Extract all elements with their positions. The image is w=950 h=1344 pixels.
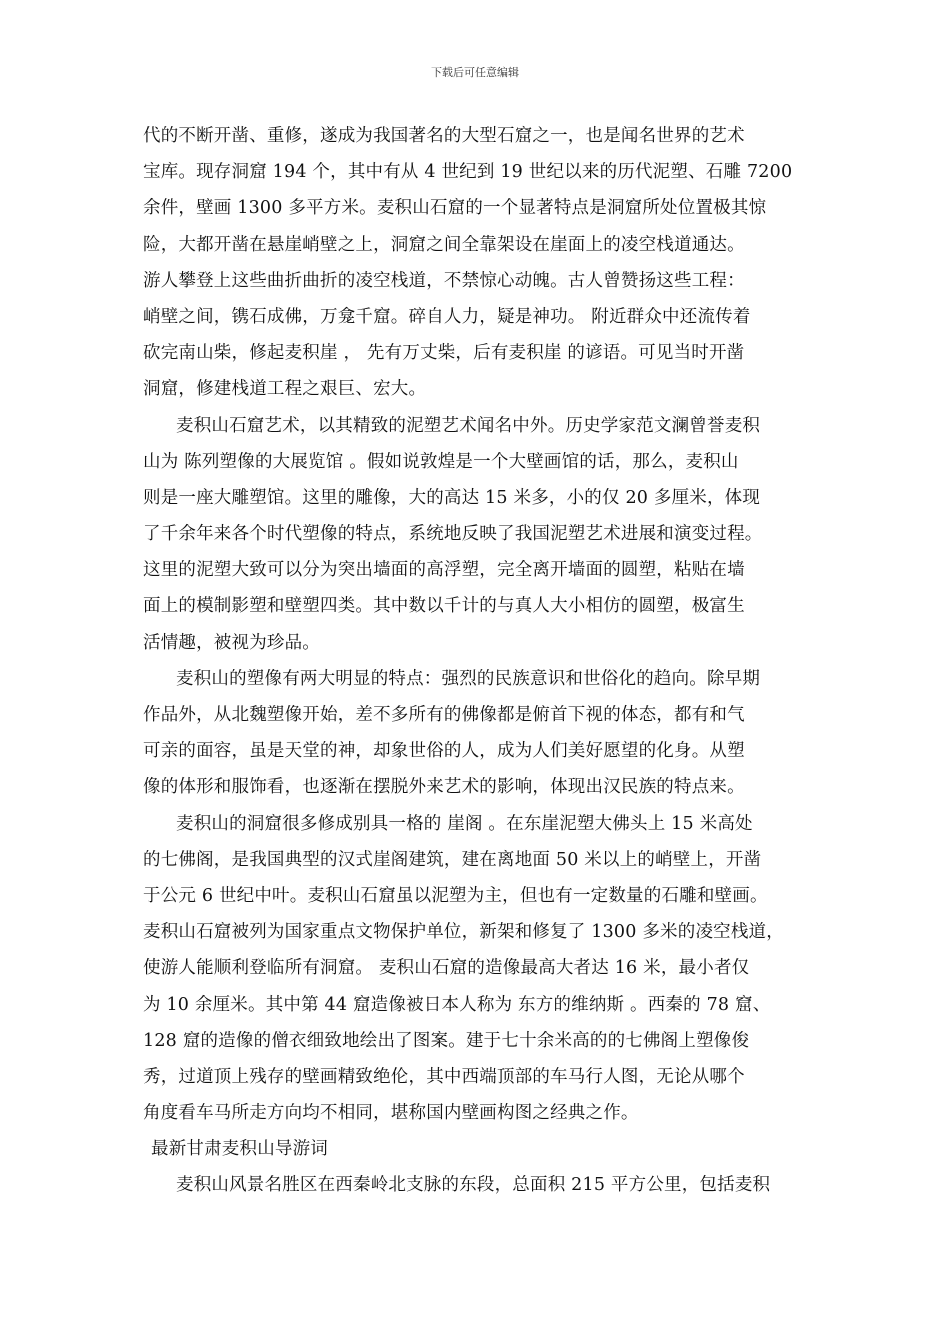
text-line: 宝库。现存洞窟 194 个，其中有从 4 世纪到 19 世纪以来的历代泥塑、石雕 7200 [143,162,793,183]
text-line: 峭壁之间，镌石成佛，万龛千窟。碎自人力，疑是神功。 附近群众中还流传着 [143,306,751,327]
text-line: 于公元 6 世纪中叶。麦积山石窟虽以泥塑为主，但也有一定数量的石雕和壁画。 [143,885,768,906]
paragraph-first-line: 麦积山石窟艺术，以其精致的泥塑艺术闻名中外。历史学家范文澜曾誉麦积 [176,415,761,436]
text-line: 128 窟的造像的僧衣细致地绘出了图案。建于七十余米高的的七佛阁上塑像俊 [143,1030,750,1051]
text-line: 可亲的面容，虽是天堂的神，却象世俗的人，成为人们美好愿望的化身。从塑 [143,741,745,762]
text-line: 游人攀登上这些曲折曲折的凌空栈道，不禁惊心动魄。古人曾赞扬这些工程： [143,270,745,291]
text-line: 面上的模制影塑和壁塑四类。其中数以千计的与真人大小相仿的圆塑，极富生 [143,596,745,617]
text-line: 则是一座大雕塑馆。这里的雕像，大的高达 15 米多，小的仅 20 多厘米，体现 [143,487,761,508]
document-body [143,118,823,1204]
paragraph-first-line: 麦积山的洞窟很多修成别具一格的 崖阁 。在东崖泥塑大佛头上 15 米高处 [176,813,753,834]
text-line: 角度看车马所走方向均不相同，堪称国内壁画构图之经典之作。 [143,1103,639,1124]
text-line: 险，大都开凿在悬崖峭壁之上，洞窟之间全靠架设在崖面上的凌空栈道通达。 [143,234,745,255]
paragraph-first-line: 麦积山的塑像有两大明显的特点：强烈的民族意识和世俗化的趋向。除早期 [176,668,761,689]
text-line: 作品外，从北魏塑像开始，差不多所有的佛像都是俯首下视的体态，都有和气 [143,705,745,725]
text-line: 这里的泥塑大致可以分为突出墙面的高浮塑，完全离开墙面的圆塑，粘贴在墙 [143,560,745,581]
text-line: 余件，壁画 1300 多平方米。麦积山石窟的一个显著特点是洞窟所处位置极其惊 [143,198,767,219]
text-line: 了千余年来各个时代塑像的特点，系统地反映了我国泥塑艺术进展和演变过程。 [143,524,763,545]
text-line: 麦积山石窟被列为国家重点文物保护单位，新架和修复了 1300 多米的凌空栈道， [143,922,784,943]
text-line: 砍完南山柴，修起麦积崖 ， 先有万丈柴，后有麦积崖 的谚语。可见当时开凿 [143,343,745,364]
text-line: 活情趣，被视为珍品。 [143,632,320,653]
section-heading: 最新甘肃麦积山导游词 [151,1139,328,1160]
text-line: 的七佛阁，是我国典型的汉式崖阁建筑，建在离地面 50 米以上的峭壁上，开凿 [143,849,762,870]
text-line: 山为 陈列塑像的大展览馆 。假如说敦煌是一个大壁画馆的话，那么，麦积山 [143,451,739,472]
paragraph-first-line: 麦积山风景名胜区在西秦岭北支脉的东段，总面积 215 平方公里，包括麦积 [176,1175,771,1196]
text-line: 洞窟，修建栈道工程之艰巨、宏大。 [143,379,427,400]
text-line: 代的不断开凿、重修，遂成为我国著名的大型石窟之一，也是闻名世界的艺术 [143,126,745,146]
text-line: 秀，过道顶上残存的壁画精致绝伦，其中西端顶部的车马行人图，无论从哪个 [143,1066,745,1087]
page-header: 下载后可任意编辑 [431,66,519,79]
text-line: 为 10 余厘米。其中第 44 窟造像被日本人称为 东方的维纳斯 。西秦的 78 窟、 [143,994,771,1015]
text-line: 像的体形和服饰看，也逐渐在摆脱外来艺术的影响，体现出汉民族的特点来。 [143,777,745,798]
text-line: 使游人能顺利登临所有洞窟。 麦积山石窟的造像最高大者达 16 米，最小者仅 [143,958,750,979]
